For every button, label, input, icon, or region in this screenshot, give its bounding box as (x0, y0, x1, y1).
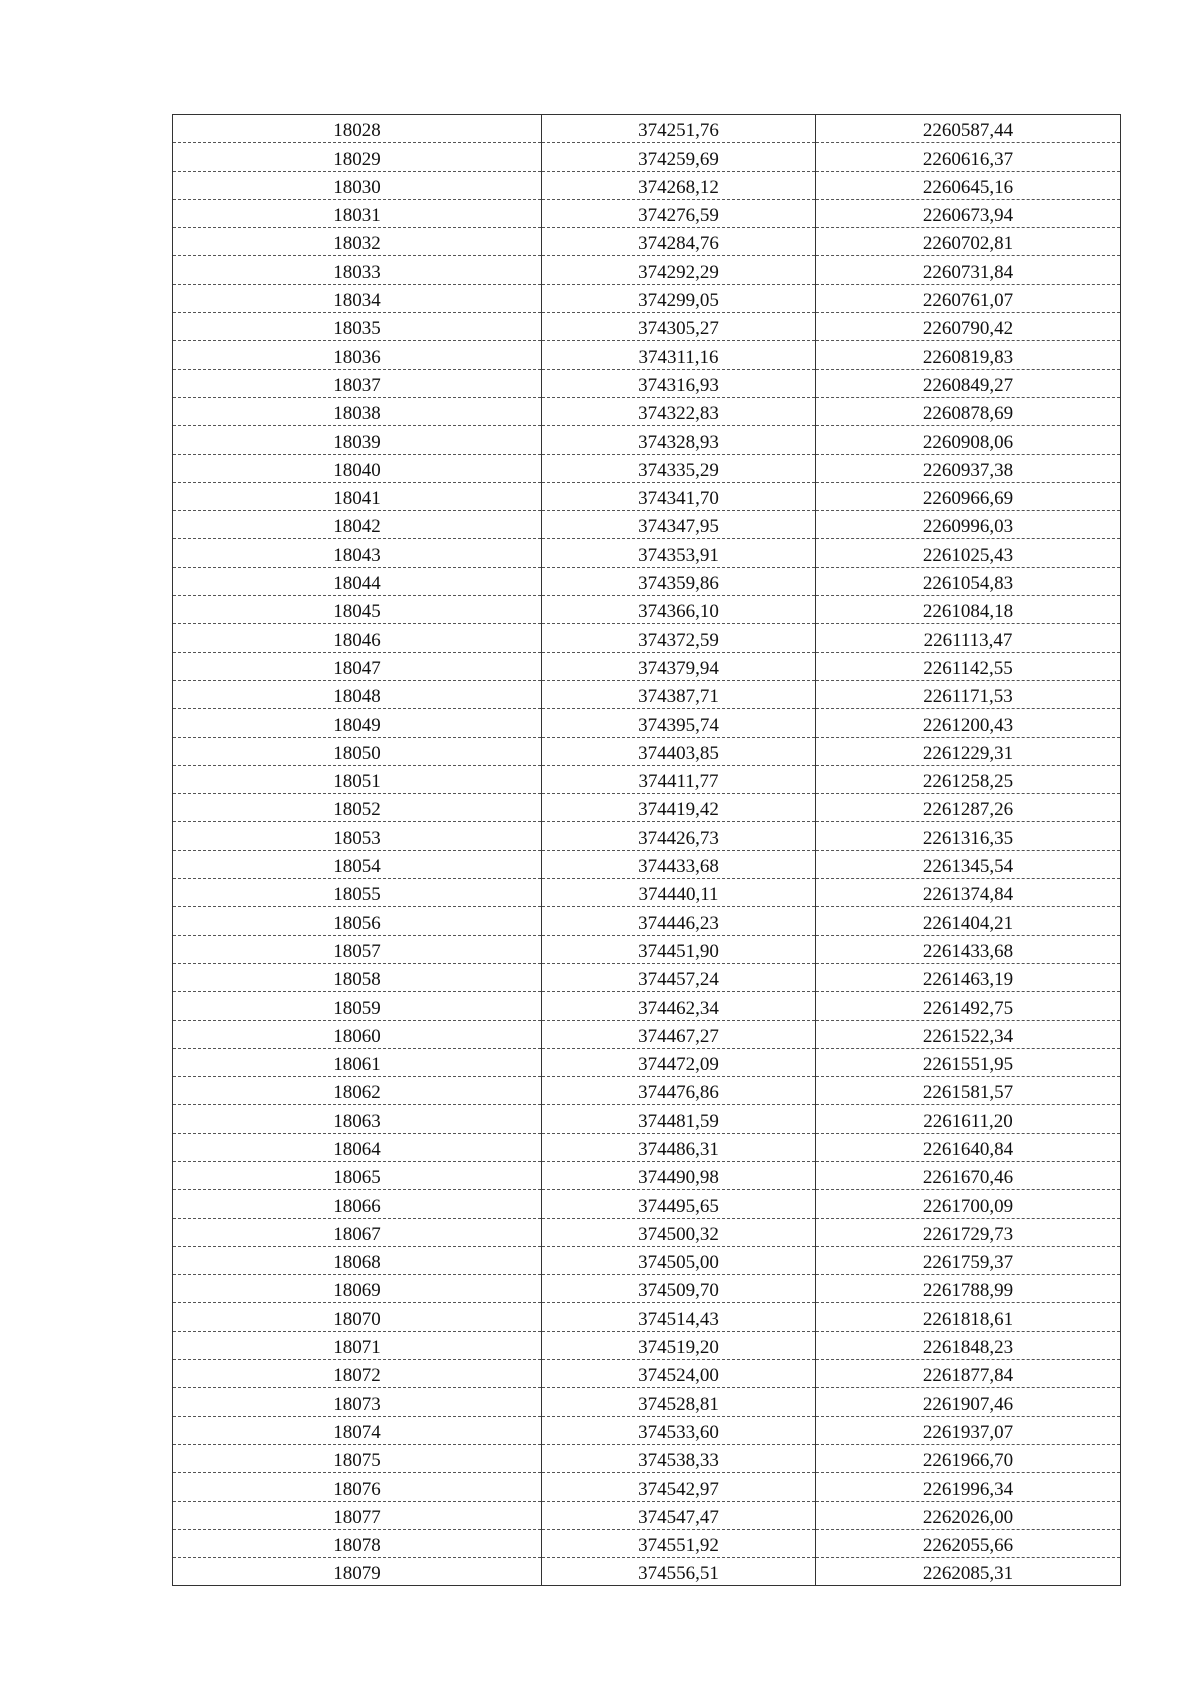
x-coordinate-cell: 374311,16 (542, 341, 816, 369)
y-coordinate-cell: 2261848,23 (816, 1331, 1121, 1359)
table-row (173, 907, 1121, 935)
y-coordinate-cell: 2261287,26 (816, 794, 1121, 822)
y-coordinate-cell: 2261759,37 (816, 1246, 1121, 1274)
y-coordinate-cell: 2260849,27 (816, 369, 1121, 397)
point-number-cell: 18047 (173, 652, 542, 680)
x-coordinate-cell: 374481,59 (542, 1105, 816, 1133)
point-number-cell: 18057 (173, 935, 542, 963)
point-number-cell: 18077 (173, 1501, 542, 1529)
y-coordinate-cell: 2261433,68 (816, 935, 1121, 963)
x-coordinate-cell: 374284,76 (542, 228, 816, 256)
table-row (173, 199, 1121, 227)
x-coordinate-cell: 374299,05 (542, 284, 816, 312)
point-number-cell: 18035 (173, 313, 542, 341)
x-coordinate-cell: 374316,93 (542, 369, 816, 397)
y-coordinate-cell: 2260937,38 (816, 454, 1121, 482)
point-number-cell: 18053 (173, 822, 542, 850)
table-row (173, 1077, 1121, 1105)
table-row (173, 397, 1121, 425)
point-number-cell: 18054 (173, 850, 542, 878)
point-number-cell: 18044 (173, 567, 542, 595)
x-coordinate-cell: 374379,94 (542, 652, 816, 680)
table-row (173, 709, 1121, 737)
x-coordinate-cell: 374509,70 (542, 1275, 816, 1303)
point-number-cell: 18058 (173, 963, 542, 991)
point-number-cell: 18029 (173, 143, 542, 171)
table-row (173, 228, 1121, 256)
point-number-cell: 18073 (173, 1388, 542, 1416)
table-row (173, 1190, 1121, 1218)
point-number-cell: 18063 (173, 1105, 542, 1133)
y-coordinate-cell: 2261345,54 (816, 850, 1121, 878)
x-coordinate-cell: 374419,42 (542, 794, 816, 822)
y-coordinate-cell: 2261229,31 (816, 737, 1121, 765)
point-number-cell: 18042 (173, 511, 542, 539)
y-coordinate-cell: 2261551,95 (816, 1048, 1121, 1076)
x-coordinate-cell: 374472,09 (542, 1048, 816, 1076)
table-row (173, 1331, 1121, 1359)
x-coordinate-cell: 374467,27 (542, 1020, 816, 1048)
table-row (173, 369, 1121, 397)
point-number-cell: 18064 (173, 1133, 542, 1161)
y-coordinate-cell: 2260702,81 (816, 228, 1121, 256)
point-number-cell: 18030 (173, 171, 542, 199)
x-coordinate-cell: 374347,95 (542, 511, 816, 539)
y-coordinate-cell: 2261316,35 (816, 822, 1121, 850)
table-row (173, 482, 1121, 510)
x-coordinate-cell: 374268,12 (542, 171, 816, 199)
point-number-cell: 18065 (173, 1161, 542, 1189)
point-number-cell: 18076 (173, 1473, 542, 1501)
y-coordinate-cell: 2261258,25 (816, 765, 1121, 793)
table-row (173, 794, 1121, 822)
table-row (173, 652, 1121, 680)
point-number-cell: 18037 (173, 369, 542, 397)
table-row (173, 256, 1121, 284)
point-number-cell: 18066 (173, 1190, 542, 1218)
point-number-cell: 18071 (173, 1331, 542, 1359)
table-row (173, 1360, 1121, 1388)
table-row (173, 1218, 1121, 1246)
point-number-cell: 18055 (173, 879, 542, 907)
x-coordinate-cell: 374551,92 (542, 1529, 816, 1557)
y-coordinate-cell: 2260616,37 (816, 143, 1121, 171)
x-coordinate-cell: 374524,00 (542, 1360, 816, 1388)
coordinates-table (172, 114, 1121, 1586)
point-number-cell: 18031 (173, 199, 542, 227)
table-row (173, 1303, 1121, 1331)
y-coordinate-cell: 2260731,84 (816, 256, 1121, 284)
point-number-cell: 18049 (173, 709, 542, 737)
x-coordinate-cell: 374292,29 (542, 256, 816, 284)
table-row (173, 765, 1121, 793)
y-coordinate-cell: 2261025,43 (816, 539, 1121, 567)
x-coordinate-cell: 374519,20 (542, 1331, 816, 1359)
x-coordinate-cell: 374486,31 (542, 1133, 816, 1161)
table-row (173, 737, 1121, 765)
point-number-cell: 18028 (173, 115, 542, 143)
x-coordinate-cell: 374556,51 (542, 1558, 816, 1586)
x-coordinate-cell: 374395,74 (542, 709, 816, 737)
x-coordinate-cell: 374533,60 (542, 1416, 816, 1444)
x-coordinate-cell: 374276,59 (542, 199, 816, 227)
table-row (173, 313, 1121, 341)
y-coordinate-cell: 2261522,34 (816, 1020, 1121, 1048)
table-row (173, 1388, 1121, 1416)
x-coordinate-cell: 374387,71 (542, 680, 816, 708)
point-number-cell: 18045 (173, 596, 542, 624)
table-row (173, 1473, 1121, 1501)
y-coordinate-cell: 2261374,84 (816, 879, 1121, 907)
y-coordinate-cell: 2261171,53 (816, 680, 1121, 708)
point-number-cell: 18036 (173, 341, 542, 369)
x-coordinate-cell: 374505,00 (542, 1246, 816, 1274)
point-number-cell: 18068 (173, 1246, 542, 1274)
point-number-cell: 18059 (173, 992, 542, 1020)
table-row (173, 992, 1121, 1020)
table-row (173, 680, 1121, 708)
y-coordinate-cell: 2260645,16 (816, 171, 1121, 199)
y-coordinate-cell: 2261700,09 (816, 1190, 1121, 1218)
coordinates-table-body (173, 115, 1121, 1586)
y-coordinate-cell: 2261788,99 (816, 1275, 1121, 1303)
x-coordinate-cell: 374538,33 (542, 1444, 816, 1472)
y-coordinate-cell: 2261937,07 (816, 1416, 1121, 1444)
y-coordinate-cell: 2261818,61 (816, 1303, 1121, 1331)
y-coordinate-cell: 2261729,73 (816, 1218, 1121, 1246)
y-coordinate-cell: 2260761,07 (816, 284, 1121, 312)
x-coordinate-cell: 374411,77 (542, 765, 816, 793)
table-row (173, 1416, 1121, 1444)
table-row (173, 963, 1121, 991)
y-coordinate-cell: 2261084,18 (816, 596, 1121, 624)
y-coordinate-cell: 2262085,31 (816, 1558, 1121, 1586)
point-number-cell: 18040 (173, 454, 542, 482)
y-coordinate-cell: 2261611,20 (816, 1105, 1121, 1133)
y-coordinate-cell: 2260908,06 (816, 426, 1121, 454)
point-number-cell: 18062 (173, 1077, 542, 1105)
y-coordinate-cell: 2261966,70 (816, 1444, 1121, 1472)
y-coordinate-cell: 2260790,42 (816, 313, 1121, 341)
x-coordinate-cell: 374476,86 (542, 1077, 816, 1105)
x-coordinate-cell: 374359,86 (542, 567, 816, 595)
x-coordinate-cell: 374322,83 (542, 397, 816, 425)
point-number-cell: 18078 (173, 1529, 542, 1557)
y-coordinate-cell: 2261670,46 (816, 1161, 1121, 1189)
table-row (173, 822, 1121, 850)
table-row (173, 1048, 1121, 1076)
point-number-cell: 18038 (173, 397, 542, 425)
point-number-cell: 18050 (173, 737, 542, 765)
x-coordinate-cell: 374462,34 (542, 992, 816, 1020)
x-coordinate-cell: 374451,90 (542, 935, 816, 963)
x-coordinate-cell: 374251,76 (542, 115, 816, 143)
table-row (173, 143, 1121, 171)
x-coordinate-cell: 374341,70 (542, 482, 816, 510)
table-row (173, 935, 1121, 963)
x-coordinate-cell: 374528,81 (542, 1388, 816, 1416)
table-row (173, 511, 1121, 539)
table-row (173, 284, 1121, 312)
point-number-cell: 18032 (173, 228, 542, 256)
point-number-cell: 18072 (173, 1360, 542, 1388)
x-coordinate-cell: 374547,47 (542, 1501, 816, 1529)
y-coordinate-cell: 2261492,75 (816, 992, 1121, 1020)
point-number-cell: 18060 (173, 1020, 542, 1048)
table-row (173, 624, 1121, 652)
table-row (173, 1105, 1121, 1133)
table-row (173, 1444, 1121, 1472)
point-number-cell: 18069 (173, 1275, 542, 1303)
table-row (173, 426, 1121, 454)
y-coordinate-cell: 2260673,94 (816, 199, 1121, 227)
table-row (173, 341, 1121, 369)
y-coordinate-cell: 2261113,47 (816, 624, 1121, 652)
y-coordinate-cell: 2262055,66 (816, 1529, 1121, 1557)
y-coordinate-cell: 2261907,46 (816, 1388, 1121, 1416)
table-row (173, 171, 1121, 199)
y-coordinate-cell: 2260878,69 (816, 397, 1121, 425)
x-coordinate-cell: 374353,91 (542, 539, 816, 567)
x-coordinate-cell: 374433,68 (542, 850, 816, 878)
table-row (173, 1161, 1121, 1189)
table-row (173, 1246, 1121, 1274)
y-coordinate-cell: 2261996,34 (816, 1473, 1121, 1501)
table-row (173, 1501, 1121, 1529)
point-number-cell: 18041 (173, 482, 542, 510)
point-number-cell: 18046 (173, 624, 542, 652)
y-coordinate-cell: 2262026,00 (816, 1501, 1121, 1529)
x-coordinate-cell: 374542,97 (542, 1473, 816, 1501)
table-row (173, 115, 1121, 143)
x-coordinate-cell: 374457,24 (542, 963, 816, 991)
y-coordinate-cell: 2260587,44 (816, 115, 1121, 143)
point-number-cell: 18067 (173, 1218, 542, 1246)
y-coordinate-cell: 2261200,43 (816, 709, 1121, 737)
x-coordinate-cell: 374372,59 (542, 624, 816, 652)
point-number-cell: 18033 (173, 256, 542, 284)
x-coordinate-cell: 374426,73 (542, 822, 816, 850)
y-coordinate-cell: 2260966,69 (816, 482, 1121, 510)
x-coordinate-cell: 374305,27 (542, 313, 816, 341)
table-row (173, 454, 1121, 482)
table-row (173, 1275, 1121, 1303)
x-coordinate-cell: 374328,93 (542, 426, 816, 454)
y-coordinate-cell: 2260996,03 (816, 511, 1121, 539)
point-number-cell: 18051 (173, 765, 542, 793)
point-number-cell: 18061 (173, 1048, 542, 1076)
point-number-cell: 18034 (173, 284, 542, 312)
x-coordinate-cell: 374259,69 (542, 143, 816, 171)
x-coordinate-cell: 374403,85 (542, 737, 816, 765)
x-coordinate-cell: 374495,65 (542, 1190, 816, 1218)
table-row (173, 1133, 1121, 1161)
point-number-cell: 18070 (173, 1303, 542, 1331)
point-number-cell: 18052 (173, 794, 542, 822)
point-number-cell: 18043 (173, 539, 542, 567)
table-row (173, 539, 1121, 567)
x-coordinate-cell: 374335,29 (542, 454, 816, 482)
y-coordinate-cell: 2261640,84 (816, 1133, 1121, 1161)
y-coordinate-cell: 2261404,21 (816, 907, 1121, 935)
y-coordinate-cell: 2261054,83 (816, 567, 1121, 595)
point-number-cell: 18048 (173, 680, 542, 708)
x-coordinate-cell: 374514,43 (542, 1303, 816, 1331)
x-coordinate-cell: 374500,32 (542, 1218, 816, 1246)
y-coordinate-cell: 2261463,19 (816, 963, 1121, 991)
point-number-cell: 18079 (173, 1558, 542, 1586)
table-row (173, 1558, 1121, 1586)
point-number-cell: 18075 (173, 1444, 542, 1472)
point-number-cell: 18039 (173, 426, 542, 454)
y-coordinate-cell: 2261877,84 (816, 1360, 1121, 1388)
y-coordinate-cell: 2261581,57 (816, 1077, 1121, 1105)
x-coordinate-cell: 374446,23 (542, 907, 816, 935)
table-row (173, 596, 1121, 624)
point-number-cell: 18056 (173, 907, 542, 935)
table-row (173, 879, 1121, 907)
x-coordinate-cell: 374366,10 (542, 596, 816, 624)
x-coordinate-cell: 374490,98 (542, 1161, 816, 1189)
point-number-cell: 18074 (173, 1416, 542, 1444)
y-coordinate-cell: 2261142,55 (816, 652, 1121, 680)
x-coordinate-cell: 374440,11 (542, 879, 816, 907)
table-row (173, 1529, 1121, 1557)
y-coordinate-cell: 2260819,83 (816, 341, 1121, 369)
table-row (173, 567, 1121, 595)
table-row (173, 1020, 1121, 1048)
table-row (173, 850, 1121, 878)
